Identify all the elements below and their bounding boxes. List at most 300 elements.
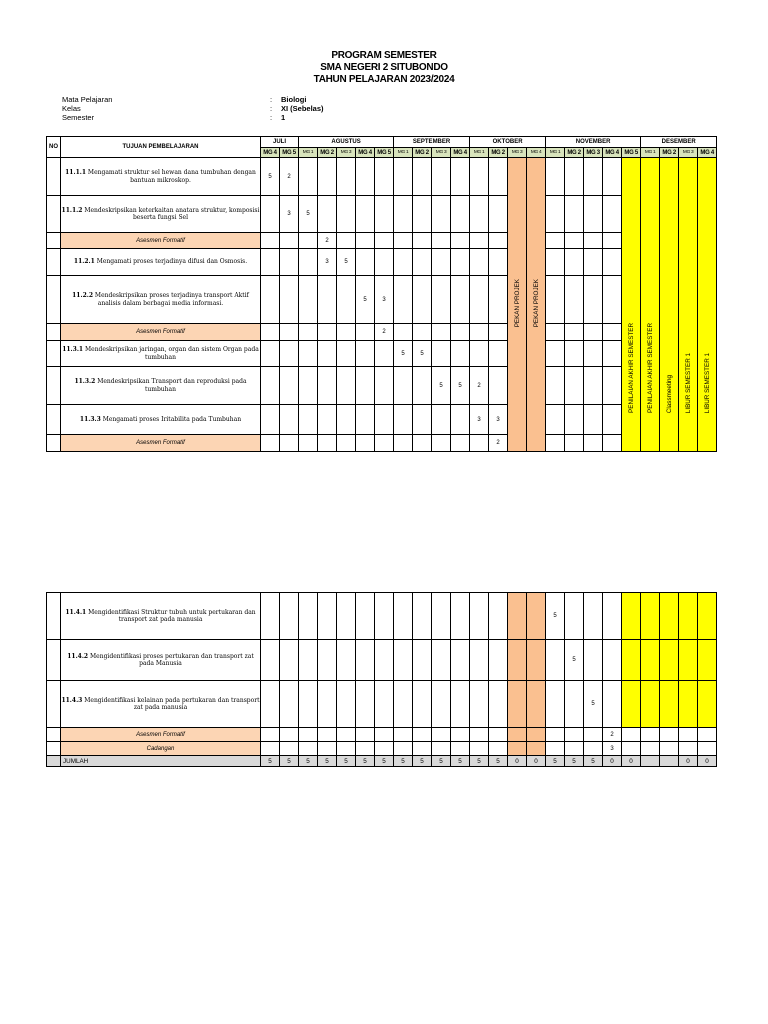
week-value [299, 593, 318, 640]
asesmen-label: Asesmen Formatif [61, 324, 261, 341]
week-value [470, 681, 489, 728]
week-value [451, 341, 470, 367]
week-value: 2 [489, 435, 508, 452]
week-value [337, 640, 356, 681]
week-value [413, 249, 432, 276]
week-header: MG 4 [261, 148, 280, 158]
objective-row [47, 367, 717, 405]
week-value [394, 324, 413, 341]
week-value: 5 [432, 367, 451, 405]
week-value [546, 196, 565, 233]
doc-title-3: TAHUN PELAJARAN 2023/2024 [313, 74, 455, 85]
week-header: MG 1 [470, 148, 489, 158]
week-value [280, 341, 299, 367]
objective-code: 11.4.1 [65, 608, 87, 616]
week-value [261, 435, 280, 452]
week-value [337, 158, 356, 196]
week-value [356, 405, 375, 435]
week-value [356, 742, 375, 756]
week-value [280, 233, 299, 249]
week-value [299, 158, 318, 196]
week-value [603, 233, 622, 249]
week-value [565, 681, 584, 728]
week-value [451, 233, 470, 249]
week-value [261, 324, 280, 341]
week-value [565, 233, 584, 249]
meta-value: XI (Sebelas) [281, 104, 324, 113]
week-value [698, 742, 717, 756]
jumlah-value: 5 [413, 756, 432, 767]
week-value [546, 681, 565, 728]
week-value [394, 728, 413, 742]
row-number [47, 249, 61, 276]
week-value [356, 249, 375, 276]
week-value [603, 196, 622, 233]
pekan-projek-cell [508, 742, 527, 756]
week-header: MG 2 [660, 148, 679, 158]
week-value [261, 640, 280, 681]
week-value [299, 367, 318, 405]
objective-code: 11.2.2 [72, 292, 94, 300]
week-value [603, 158, 622, 196]
objective-code: 11.1.1 [65, 169, 87, 177]
week-value [413, 233, 432, 249]
week-value [546, 435, 565, 452]
doc-title-2: SMA NEGERI 2 SITUBONDO [320, 62, 448, 73]
week-value [318, 742, 337, 756]
week-value [375, 728, 394, 742]
week-value [318, 196, 337, 233]
week-header: MG 1 [299, 148, 318, 158]
week-value [261, 341, 280, 367]
objective-row [47, 276, 717, 324]
week-value [470, 435, 489, 452]
week-value [546, 742, 565, 756]
objective-text [61, 249, 261, 276]
week-value [603, 341, 622, 367]
week-value [280, 367, 299, 405]
week-value [489, 158, 508, 196]
objective-description: Mengamati proses Iritabilita pada Tumbuhan [100, 415, 242, 423]
jumlah-value: 0 [622, 756, 641, 767]
jumlah-value: 5 [565, 756, 584, 767]
jumlah-value: 5 [546, 756, 565, 767]
week-value [546, 324, 565, 341]
objective-row [47, 341, 717, 367]
jumlah-value: 0 [698, 756, 717, 767]
week-value [451, 405, 470, 435]
week-value [337, 681, 356, 728]
week-value [394, 158, 413, 196]
penilaian-akhir-semester-column [641, 158, 660, 452]
objective-code: 11.3.2 [74, 378, 96, 386]
week-value: 3 [603, 742, 622, 756]
week-value [489, 681, 508, 728]
week-value [584, 742, 603, 756]
semester-end-cell [641, 593, 660, 640]
week-value [261, 233, 280, 249]
objective-description: Mendeskripsikan Transport dan reproduksi pada tumbuhan [95, 378, 247, 393]
objective-description: Mengidentifikasi proses pertukaran dan transport zat pada Manusia [88, 652, 254, 667]
week-value [546, 728, 565, 742]
week-value [565, 341, 584, 367]
week-value [470, 341, 489, 367]
meta-label: Semester [62, 113, 95, 122]
week-value [584, 233, 603, 249]
week-value [261, 681, 280, 728]
week-value [337, 341, 356, 367]
week-value [565, 324, 584, 341]
week-value [394, 742, 413, 756]
week-value [299, 640, 318, 681]
week-value [413, 405, 432, 435]
week-value [318, 367, 337, 405]
jumlah-value: 0 [679, 756, 698, 767]
week-value [318, 324, 337, 341]
jumlah-value: 5 [261, 756, 280, 767]
week-value [318, 728, 337, 742]
week-value [489, 233, 508, 249]
jumlah-value: 0 [603, 756, 622, 767]
week-value [451, 593, 470, 640]
objective-row [47, 196, 717, 233]
week-header: MG 1 [546, 148, 565, 158]
week-value [413, 276, 432, 324]
week-value [375, 249, 394, 276]
row-number [47, 681, 61, 728]
week-value [337, 728, 356, 742]
pekan-projek-column [508, 158, 527, 452]
week-value [546, 405, 565, 435]
week-value [584, 405, 603, 435]
week-value [413, 593, 432, 640]
week-value [470, 249, 489, 276]
row-number [47, 233, 61, 249]
pekan-projek-cell [508, 640, 527, 681]
week-value: 2 [603, 728, 622, 742]
pekan-projek-cell [527, 742, 546, 756]
week-value [280, 276, 299, 324]
week-value [451, 276, 470, 324]
week-value: 5 [394, 341, 413, 367]
week-value [470, 640, 489, 681]
week-value: 5 [584, 681, 603, 728]
week-value [584, 640, 603, 681]
week-value [356, 681, 375, 728]
semester-end-cell [622, 640, 641, 681]
objective-row [47, 593, 717, 640]
row-number [47, 756, 61, 767]
week-value [337, 196, 356, 233]
asesmen-label: Asesmen Formatif [61, 233, 261, 249]
week-value [337, 435, 356, 452]
pekan-projek-label: PEKAN PROJEK [513, 279, 521, 328]
semester-end-cell [679, 593, 698, 640]
week-value [337, 233, 356, 249]
week-header: MG 4 [356, 148, 375, 158]
week-value [603, 593, 622, 640]
row-number [47, 158, 61, 196]
meta-value: 1 [281, 113, 286, 122]
week-value [299, 249, 318, 276]
week-value [375, 158, 394, 196]
week-value [546, 249, 565, 276]
week-value [641, 728, 660, 742]
pekan-projek-cell [508, 728, 527, 742]
week-value [565, 158, 584, 196]
week-value [394, 196, 413, 233]
meta-label: Kelas [62, 104, 81, 113]
week-value [451, 158, 470, 196]
week-header: MG 1 [641, 148, 660, 158]
week-value [413, 158, 432, 196]
week-value [318, 405, 337, 435]
week-value [603, 367, 622, 405]
week-value [565, 196, 584, 233]
semester-end-cell [698, 681, 717, 728]
jumlah-value [641, 756, 660, 767]
week-value [356, 640, 375, 681]
pekan-projek-cell [508, 593, 527, 640]
week-value [299, 681, 318, 728]
week-value [584, 158, 603, 196]
penilaian-akhir-semester-label: PENILAIAN AKHIR SEMESTER [646, 323, 654, 413]
month-header: SEPTEMBER [394, 137, 470, 148]
objective-code: 11.4.2 [67, 652, 89, 660]
week-value [451, 196, 470, 233]
jumlah-value: 5 [432, 756, 451, 767]
week-value [394, 233, 413, 249]
semester-end-cell [660, 640, 679, 681]
week-value [489, 742, 508, 756]
pekan-projek-cell [527, 728, 546, 742]
week-value [546, 367, 565, 405]
month-header: OKTOBER [470, 137, 546, 148]
month-header: JULI [261, 137, 299, 148]
jumlah-row [47, 756, 717, 767]
week-value [318, 341, 337, 367]
asesmen-row [47, 435, 717, 452]
objective-code: 11.1.2 [61, 206, 83, 214]
objective-description: Mengamati struktur sel hewan dana tumbuhan dengan bantuan mikroskop. [86, 169, 256, 184]
month-header: NOVEMBER [546, 137, 641, 148]
week-value [546, 341, 565, 367]
meta-separator: : [270, 95, 273, 104]
week-value [584, 249, 603, 276]
week-value [299, 435, 318, 452]
week-value [679, 728, 698, 742]
week-value [432, 681, 451, 728]
week-value [299, 276, 318, 324]
objective-row [47, 640, 717, 681]
semester-end-cell [641, 640, 660, 681]
jumlah-value: 5 [470, 756, 489, 767]
week-value [337, 593, 356, 640]
week-value [603, 324, 622, 341]
week-value [451, 640, 470, 681]
classmeeting-label: Classmeeting [665, 374, 673, 413]
week-value [451, 435, 470, 452]
week-value [565, 593, 584, 640]
week-value: 3 [280, 196, 299, 233]
week-value [261, 367, 280, 405]
meta-value: Biologi [281, 95, 307, 104]
asesmen-label: Asesmen Formatif [61, 728, 261, 742]
week-value [375, 367, 394, 405]
libur-semester-label: LIBUR SEMESTER 1 [684, 352, 692, 413]
week-header: MG 5 [622, 148, 641, 158]
week-value [470, 196, 489, 233]
week-header: MG 3 [508, 148, 527, 158]
doc-title-1: PROGRAM SEMESTER [331, 50, 437, 61]
row-number [47, 640, 61, 681]
week-value [432, 405, 451, 435]
week-value [432, 435, 451, 452]
week-value [318, 276, 337, 324]
week-value [375, 196, 394, 233]
week-value [584, 367, 603, 405]
objective-row [47, 249, 717, 276]
week-value [584, 341, 603, 367]
classmeeting-column [660, 158, 679, 452]
week-value [394, 276, 413, 324]
row-number [47, 196, 61, 233]
week-header: MG 2 [565, 148, 584, 158]
jumlah-label: JUMLAH [61, 756, 261, 767]
week-value [299, 324, 318, 341]
objective-description: Mendeskripsikan proses terjadinya transport Aktif analisis dalam berbagai media informasi. [93, 292, 249, 307]
week-value [489, 276, 508, 324]
semester-end-cell [622, 593, 641, 640]
week-value [565, 742, 584, 756]
week-value [375, 681, 394, 728]
objective-code: 11.4.3 [61, 696, 83, 704]
week-value [489, 249, 508, 276]
week-value [489, 341, 508, 367]
pekan-projek-cell [527, 640, 546, 681]
libur-semester-label: LIBUR SEMESTER 1 [703, 352, 711, 413]
week-value [565, 367, 584, 405]
week-value [318, 640, 337, 681]
objective-code: 11.3.3 [79, 415, 101, 423]
week-header: MG 4 [527, 148, 546, 158]
week-value [432, 593, 451, 640]
week-value [432, 196, 451, 233]
jumlah-value [660, 756, 679, 767]
week-value [660, 742, 679, 756]
week-value [603, 640, 622, 681]
week-value: 5 [337, 249, 356, 276]
week-value [565, 728, 584, 742]
week-value [299, 233, 318, 249]
week-value [413, 196, 432, 233]
jumlah-value: 5 [375, 756, 394, 767]
jumlah-value: 5 [584, 756, 603, 767]
week-header: MG 4 [451, 148, 470, 158]
objective-code: 11.2.1 [73, 258, 95, 266]
week-value [546, 233, 565, 249]
week-value [489, 593, 508, 640]
asesmen-row [47, 728, 717, 742]
objective-description: Mendeskripsikan jaringan, organ dan sistem Organ pada tumbuhan [83, 346, 259, 361]
jumlah-value: 5 [280, 756, 299, 767]
week-value [337, 367, 356, 405]
week-value [565, 435, 584, 452]
libur-semester-column [679, 158, 698, 452]
week-value: 3 [489, 405, 508, 435]
week-value: 5 [565, 640, 584, 681]
objective-text [61, 640, 261, 681]
week-value [432, 276, 451, 324]
week-value [584, 196, 603, 233]
week-value [394, 640, 413, 681]
penilaian-akhir-semester-column [622, 158, 641, 452]
jumlah-value: 5 [356, 756, 375, 767]
week-value [394, 405, 413, 435]
row-number [47, 742, 61, 756]
week-value [622, 728, 641, 742]
week-value [565, 249, 584, 276]
week-value [413, 435, 432, 452]
week-value [356, 341, 375, 367]
week-value: 2 [280, 158, 299, 196]
jumlah-value: 0 [527, 756, 546, 767]
week-value [261, 405, 280, 435]
objective-description: Mendeskripsikan keterkaitan anatara struktur, komposisi beserta fungsi Sel [82, 206, 260, 221]
week-value: 5 [261, 158, 280, 196]
week-value [470, 158, 489, 196]
week-value [318, 158, 337, 196]
meta-separator: : [270, 113, 273, 122]
week-header: MG 4 [698, 148, 717, 158]
semester-end-cell [698, 593, 717, 640]
week-value [489, 324, 508, 341]
week-value [337, 742, 356, 756]
week-value [451, 324, 470, 341]
week-value [451, 249, 470, 276]
week-value [413, 367, 432, 405]
week-header: MG 2 [489, 148, 508, 158]
week-value [280, 681, 299, 728]
jumlah-value: 5 [299, 756, 318, 767]
week-value [432, 341, 451, 367]
week-value [261, 742, 280, 756]
week-header: MG 3 [337, 148, 356, 158]
week-value [280, 249, 299, 276]
week-value [337, 405, 356, 435]
objective-description: Mengidentifikasi Struktur tubuh untuk pertukaran dan transport zat pada manusia [86, 608, 256, 623]
week-value [280, 593, 299, 640]
week-value [413, 742, 432, 756]
pekan-projek-cell [527, 593, 546, 640]
week-value [299, 341, 318, 367]
week-value [356, 728, 375, 742]
semester-end-cell [660, 593, 679, 640]
week-value [413, 681, 432, 728]
week-value [394, 593, 413, 640]
week-value [261, 249, 280, 276]
week-value [375, 593, 394, 640]
row-number [47, 728, 61, 742]
week-value [603, 405, 622, 435]
meta-label: Mata Pelajaran [62, 95, 113, 104]
week-value [413, 324, 432, 341]
week-value [470, 233, 489, 249]
week-value [584, 276, 603, 324]
row-number [47, 324, 61, 341]
pekan-projek-label: PEKAN PROJEK [532, 279, 540, 328]
week-value [679, 742, 698, 756]
